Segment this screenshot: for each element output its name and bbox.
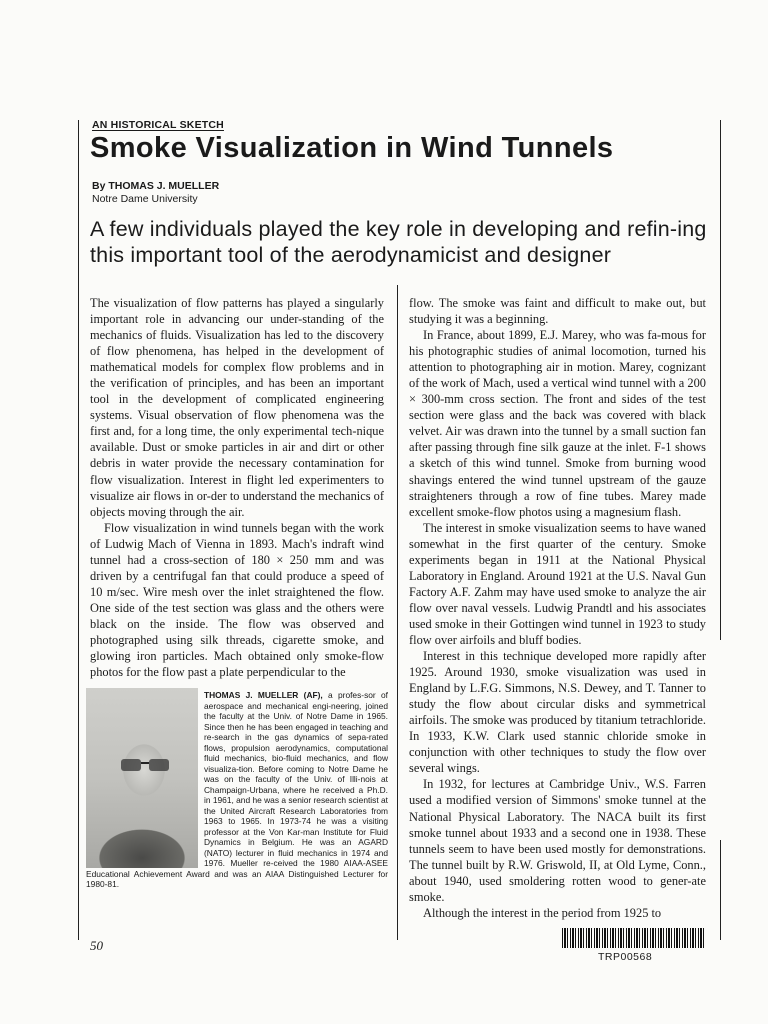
paragraph: In 1932, for lectures at Cambridge Univ., W.S. Farren used a modified version of Simmons' smoke tunnel at the National Physical Laboratory. The NACA built its first smoke tunnel about 1933 and a second one in 1938. These tunnels seem to have been used mostly for demonstrations. The tunnel built by R.W. Griswold, II, at Old Lyme, Conn., about 1940, used smoldering rotten wood to gener-ate smoke.	[409, 777, 706, 904]
author-name: By THOMAS J. MUELLER	[92, 180, 220, 192]
bio-name: THOMAS J. MUELLER (AF),	[204, 690, 323, 700]
page-number: 50	[90, 938, 103, 953]
barcode-label: TRP00568	[598, 951, 653, 963]
article-dek: A few individuals played the key role in developing and refin-ing this important tool of the aerodynamicist and designer	[90, 217, 707, 267]
glasses-icon	[120, 758, 170, 772]
paragraph: Although the interest in the period from 1925 to	[423, 905, 662, 920]
paragraph: The interest in smoke visualization seems to have waned somewhat in the first quarter of the century. Smoke experiments began in 1911 at the National Physical Laboratory in England. Around 1921 at the U.S. Naval Gun Factory A.F. Zahm may have used smoke to analyze the air flow over naval vessels. Ludwig Prandtl and his associates used smoke in their Gottingen wind tunnel in 1923 to study flow over airfoils and bluff bodies.	[409, 520, 706, 647]
body-column-left	[90, 295, 384, 680]
article-title: Smoke Visualization in Wind Tunnels	[90, 132, 614, 164]
section-kicker: AN HISTORICAL SKETCH	[92, 119, 224, 131]
bio-text: a profes-sor of aerospace and mechanical engi-neering, joined the faculty at the Univ. of Notre Dame in 1965. Since then he has been engaged in teaching and re-search in the gas dynamics of sepa-rated flows, propulsion aerodynamics, computational fluid mechanics, bio-fluid mechanics, and flow visualiza-tion. Before coming to Notre Dame he was on the faculty of the Univ. of Illi-nois at Champaign-Urbana, where he received a Ph.D. in 1961, and he was a senior research scientist at the United Aircraft Research Laboratories from 1963 to 1965. In 1973-74 he was a visiting professor at the Von Kar-man Institute for Fluid Dynamics in Belgium. He was an AGARD (NATO) lecturer in fluid mechanics in 1974 and 1976. Mueller re-ceived the 1980 AIAA-ASEE Educational Achievement Award and was an AIAA Distinguished Lecturer for 1980-81.	[86, 690, 388, 889]
paragraph: flow. The smoke was faint and difficult to make out, but studying it was a beginning.	[409, 296, 706, 327]
author-photo	[86, 688, 198, 868]
paragraph: In France, about 1899, E.J. Marey, who was fa-mous for his photographic studies of animal locomotion, turned his attention to photographing air in motion. Marey, cognizant of the work of Mach, used a vertical wind tunnel with a 200 × 300-mm cross section. The front and sides of the test section were glass and the back was covered with black velvet. Air was drawn into the tunnel by a small suction fan after passing through fine silk gauze at the inlet. F-1 shows a sketch of this wind tunnel. Smoke from burning wood shavings entered the wind tunnel upstream of the gauze straighteners through a row of fine tubes. Marey made excellent smoke-flow photos using a magnesium flash.	[409, 328, 706, 519]
paragraph: Flow visualization in wind tunnels began with the work of Ludwig Mach of Vienna in 1893. Mach's indraft wind tunnel had a cross-section of 180 × 250 mm and was driven by a centrifugal fan that could produce a speed of 10 m/sec. Wire mesh over the inlet straightened the flow. One side of the test section was glass and the others were black on the inside. The flow was observed and photographed using silk threads, cigarette smoke, and glowing iron particles. Mach obtained only smoke-flow photos for the flow past a plate perpendicular to the	[90, 520, 384, 680]
author-affiliation: Notre Dame University	[92, 193, 198, 205]
barcode-icon	[562, 928, 704, 948]
body-column-right	[409, 295, 706, 921]
frame-rule-right-lower	[720, 840, 721, 940]
frame-rule-left	[78, 120, 79, 940]
author-bio	[86, 690, 388, 890]
frame-rule-right	[720, 120, 721, 640]
paragraph: The visualization of flow patterns has played a singularly important role in advancing our under-standing of the mechanics of fluids. Visualization has led to the discovery of flow phenomena, has helped in the development of mathematical models for complex flow problems and in the verification of principles, and has been an important tool in the development of complicated engineering systems. Visual observation of flow phenomena was the first and, for a long time, the only experimental tech-nique available. Dust or smoke particles in air and dirt or other debris in water provide the necessary contamination for flow visualization. Interest in flight led experimenters to visualize air flows in or-der to understand the mechanics of objects moving through the air.	[90, 296, 384, 519]
paragraph: Interest in this technique developed more rapidly after 1925. Around 1930, smoke visualization was used in England by L.F.G. Simmons, N.S. Dewey, and T. Tanner to study the flow about circular disks and symmetrical airfoils. The smoke was produced by titanium tetrachloride. In 1933, K.W. Clark used stannic chloride smoke in conjunction with other techniques to study the flow over several wings.	[409, 649, 706, 776]
byline	[92, 180, 219, 206]
column-divider	[397, 285, 398, 940]
